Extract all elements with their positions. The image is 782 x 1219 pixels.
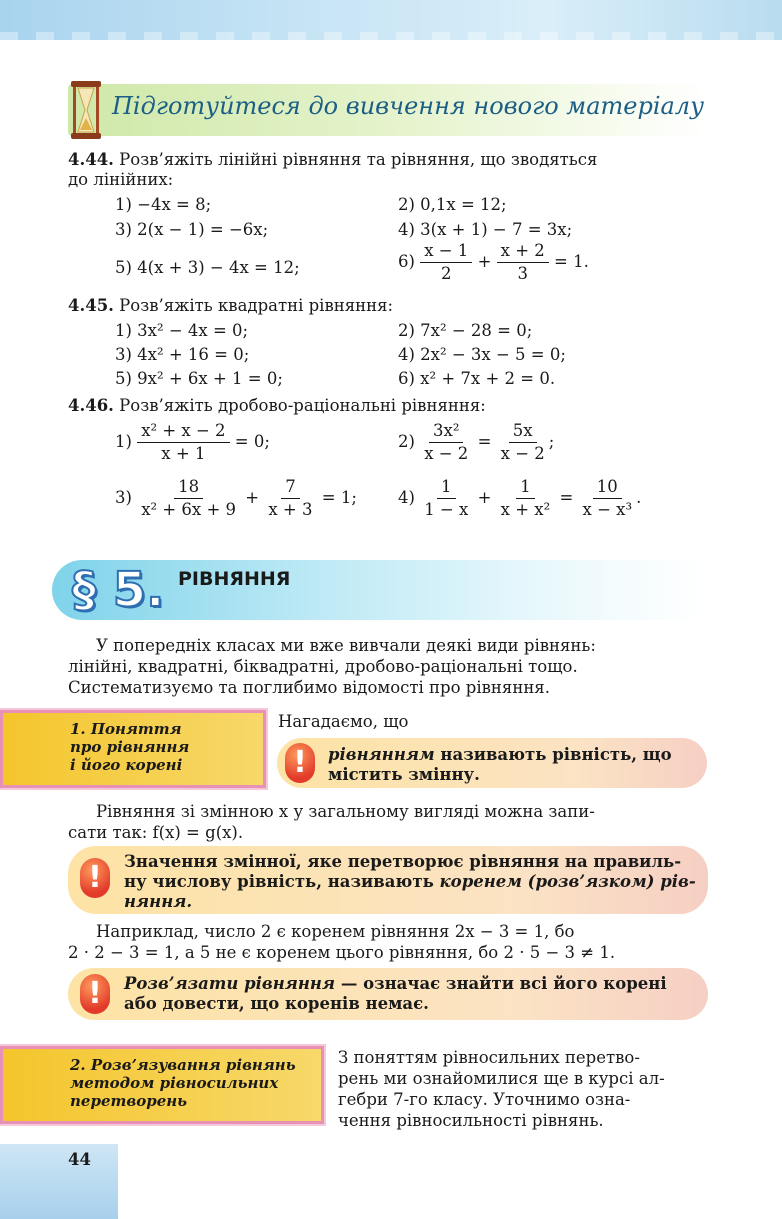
paragraph-line: 2 · 2 − 3 = 1, а 5 не є коренем цього рівняння, бо 2 · 5 − 3 ≠ 1. bbox=[68, 943, 616, 962]
definition-line: ну числову рівність, називають коренем (розв’язком) рів- bbox=[124, 872, 696, 891]
paragraph-line: Рівняння зі змінною x у загальному вигляді можна запи- bbox=[96, 802, 595, 821]
exercise-item: 2) 0,1x = 12; bbox=[398, 195, 507, 214]
exercise-item: 6) x² + 7x + 2 = 0. bbox=[398, 369, 556, 388]
definition-line: рівнянням називають рівність, що bbox=[328, 745, 672, 764]
exercise-item: 5) 4(x + 3) − 4x = 12; bbox=[115, 258, 300, 277]
top-decor-band bbox=[0, 0, 782, 40]
exercise-item: 4) 3(x + 1) − 7 = 3x; bbox=[398, 220, 573, 239]
side-heading-line: про рівняння bbox=[70, 738, 190, 756]
side-heading-line: перетворень bbox=[70, 1092, 188, 1110]
exercise-number: 4.46. bbox=[68, 396, 114, 415]
exercise-item-fraction: 3) $\frac{18}{\text{x² + 6x + 9}}$ + $\frac{7}{x + 3}$ = 1; bbox=[115, 477, 357, 519]
exercise-item-fraction: 4) $\frac{1}{1 - x}$ + $\frac{1}{\text{x + x²}}$ = $\frac{10}{\text{x − x³}}$ . bbox=[398, 477, 642, 519]
exercise-number: 4.44. bbox=[68, 150, 114, 169]
paragraph-line: З поняттям рівносильних перетво- bbox=[338, 1048, 640, 1067]
bottom-decor-band bbox=[0, 1144, 118, 1219]
exclamation-icon: ! bbox=[285, 743, 315, 783]
recall-text: Нагадаємо, що bbox=[278, 712, 409, 731]
side-heading-line: і його корені bbox=[70, 756, 183, 774]
exercise-item: 5) 9x² + 6x + 1 = 0; bbox=[115, 369, 283, 388]
paragraph-line: рень ми ознайомилися ще в курсі ал- bbox=[338, 1069, 665, 1088]
intro-line: У попередніх класах ми вже вивчали деякі види рівнянь: bbox=[96, 636, 596, 655]
exercise-4-44-title-cont: до лінійних: bbox=[68, 170, 174, 189]
definition-line: містить змінну. bbox=[328, 765, 480, 784]
section-number: § 5. bbox=[72, 562, 165, 618]
exercise-item-fraction: 2) $\frac{\text{3x²}}{x - 2}$ = $\frac{5x}{x - 2}$ ; bbox=[398, 421, 555, 463]
definition-line: няння. bbox=[124, 892, 193, 911]
exercise-item: 1) −4x = 8; bbox=[115, 195, 212, 214]
prep-title: Підготуйтеся до вивчення нового матеріалу bbox=[112, 92, 705, 120]
exercise-4-46-title: 4.46. Розв’яжіть дробово-раціональні рівняння: bbox=[68, 396, 486, 415]
paragraph-line: чення рівносильності рівнянь. bbox=[338, 1111, 604, 1130]
definition-line: Розв’язати рівняння — означає знайти всі його корені bbox=[124, 974, 667, 993]
section-title: РІВНЯННЯ bbox=[178, 568, 291, 590]
paragraph-line: Наприклад, число 2 є коренем рівняння 2x − 3 = 1, бо bbox=[96, 922, 575, 941]
definition-line: або довести, що коренів немає. bbox=[124, 994, 429, 1013]
exercise-item: 3) 4x² + 16 = 0; bbox=[115, 345, 250, 364]
exclamation-icon: ! bbox=[80, 974, 110, 1014]
side-heading-line: 2. Розв’язування рівнянь bbox=[70, 1056, 296, 1074]
intro-line: лінійні, квадратні, біквадратні, дробово-раціональні тощо. bbox=[68, 657, 578, 676]
paragraph-line: сати так: f(x) = g(x). bbox=[68, 823, 244, 842]
exercise-item: 2) 7x² − 28 = 0; bbox=[398, 321, 533, 340]
hourglass-icon bbox=[70, 80, 102, 140]
exercise-4-45-title: 4.45. Розв’яжіть квадратні рівняння: bbox=[68, 296, 394, 315]
side-heading-line: методом рівносильних bbox=[70, 1074, 279, 1092]
side-heading-line: 1. Поняття bbox=[70, 720, 182, 738]
page-number: 44 bbox=[68, 1150, 91, 1169]
exercise-item: 4) 2x² − 3x − 5 = 0; bbox=[398, 345, 566, 364]
exercise-item-fraction: 6) $\frac{x - 1}{2}$ + $\frac{x + 2}{3}$ = 1. bbox=[398, 241, 589, 283]
exercise-number: 4.45. bbox=[68, 296, 114, 315]
exclamation-icon: ! bbox=[80, 858, 110, 898]
paragraph-line: гебри 7-го класу. Уточнимо озна- bbox=[338, 1090, 631, 1109]
exercise-4-44-title: 4.44. Розв’яжіть лінійні рівняння та рівняння, що зводяться bbox=[68, 150, 598, 169]
exercise-item: 1) 3x² − 4x = 0; bbox=[115, 321, 249, 340]
exercise-item: 3) 2(x − 1) = −6x; bbox=[115, 220, 269, 239]
definition-line: Значення змінної, яке перетворює рівняння на правиль- bbox=[124, 852, 682, 871]
intro-line: Систематизуємо та поглибимо відомості про рівняння. bbox=[68, 678, 550, 697]
exercise-item-fraction: 1) $\frac{\text{x² + x − 2}}{x + 1}$ = 0; bbox=[115, 421, 270, 463]
